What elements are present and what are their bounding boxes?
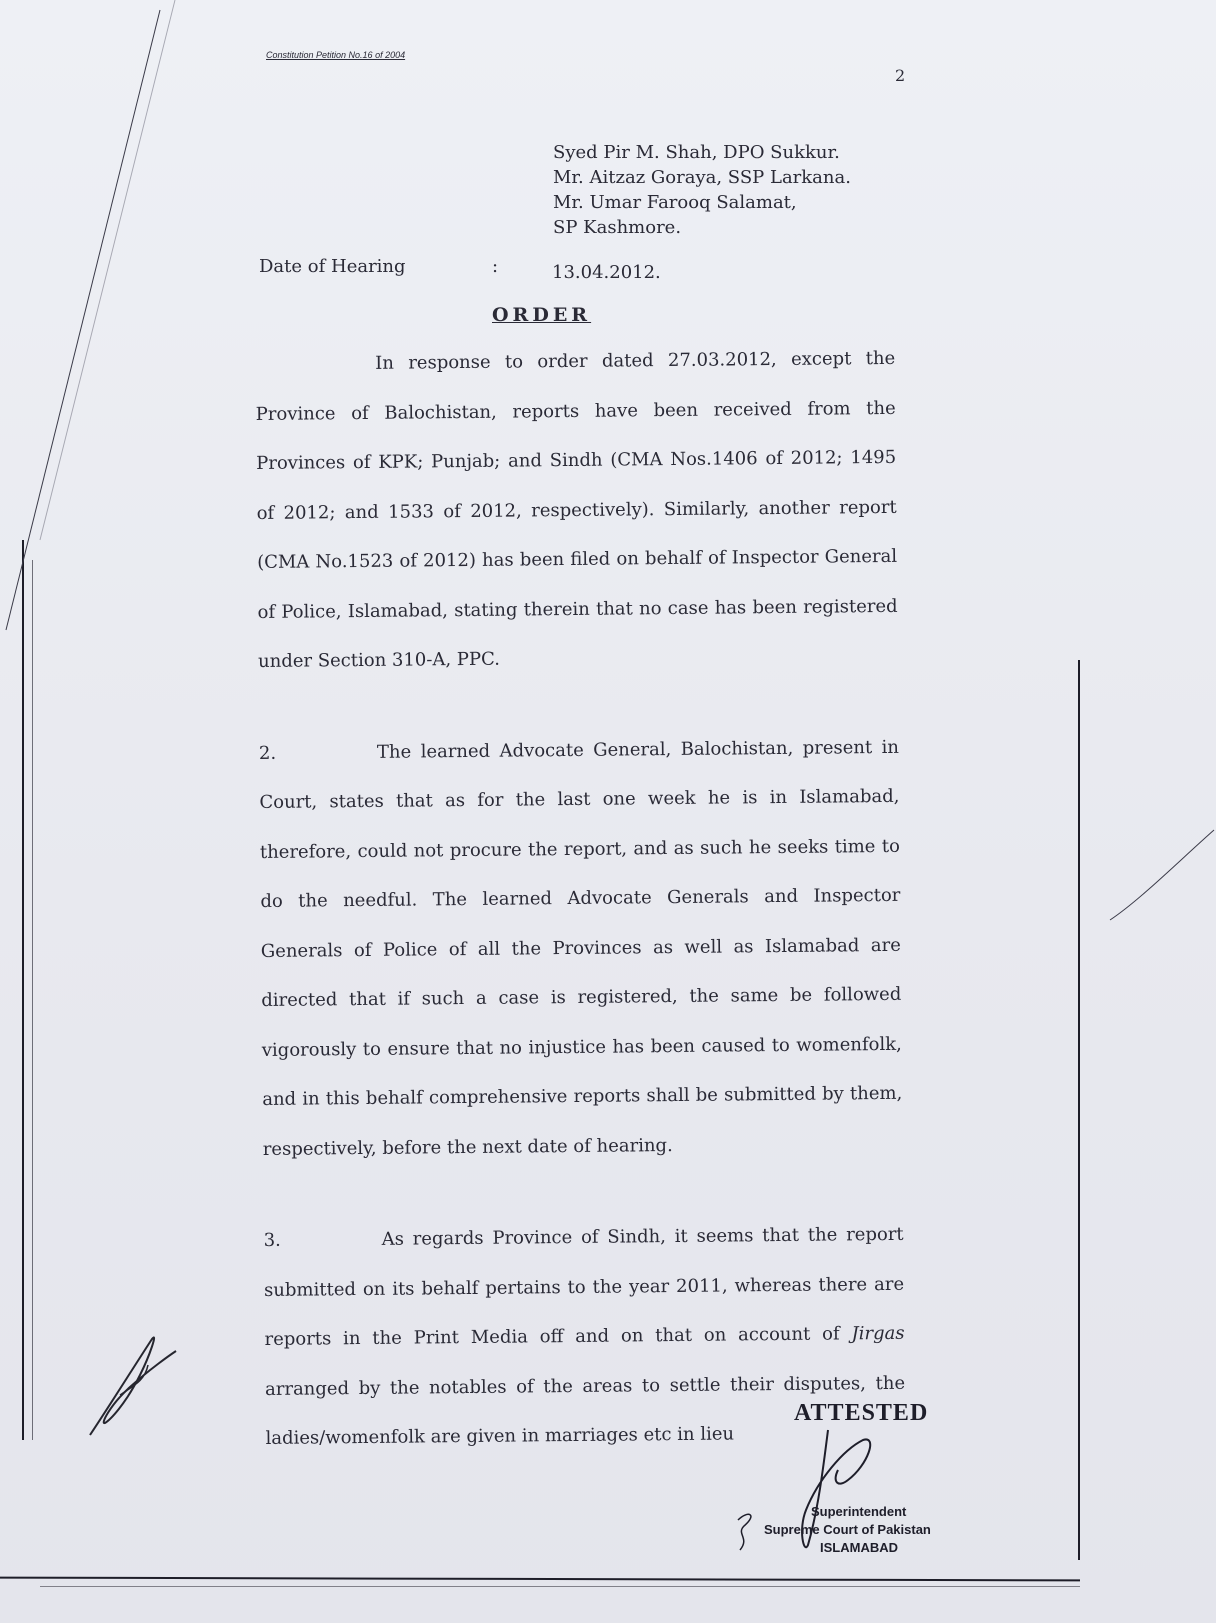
seal-city: ISLAMABAD [820,1540,898,1555]
seal-court: Supreme Court of Pakistan [764,1522,931,1537]
paragraph-number: 2. [258,742,277,764]
scan-edge-right [1078,660,1080,1560]
parties-list [553,140,851,240]
margin-initials [80,1325,180,1440]
paragraph-2-text: The learned Advocate General, Balochistan, present in Court, states that as for the last one week he is in Islamabad, therefore, could not procure the report, and as such he seeks time to do the needful. The learned Advocate Generals and Inspector Generals of Police of all the Provinces as well as Islamabad are directed that if such a case is registered, the same be followed vigorously to ensure that no injustice has been caused to womenfolk, and in this behalf comprehensive reports shall be submitted by them, respectively, before the next date of hearing. [259,736,903,1160]
attestation-signature [728,1410,938,1560]
hearing-date: 13.04.2012. [552,262,661,283]
party-line: Mr. Aitzaz Goraya, SSP Larkana. [553,167,851,188]
case-reference: Constitution Petition No.16 of 2004 [266,50,406,60]
scan-edge-bottom [0,1577,1080,1582]
attested-label: ATTESTED [794,1400,929,1426]
party-line: SP Kashmore. [553,217,682,238]
attestation-stamp [758,1400,998,1555]
page-number: 2 [895,66,906,85]
paragraph-3-italic: Jirgas [851,1322,905,1345]
order-body [255,334,906,1464]
paragraph-3-text-a: As regards Province of Sindh, it seems that the report submitted on its behalf pertains to the year 2011, whereas there are reports in the Print Media off and on that on account of [264,1223,905,1350]
hearing-separator: : [492,256,499,277]
paragraph-2 [259,722,903,1174]
order-title: ORDER [492,304,592,326]
paragraph-number: 3. [263,1229,281,1251]
party-line: Mr. Umar Farooq Salamat, [553,192,797,213]
seal-title: Superintendent [811,1504,907,1519]
scan-fold-mark [1100,820,1216,930]
scan-edge-bottom-inner [40,1586,1080,1587]
paragraph-1: In response to order dated 27.03.2012, except the Province of Balochistan, reports have been received from the Provinces of KPK; Punjab; and Sindh (CMA Nos.1406 of 2012; 1495 of 2012; and 1533 of 2012, respectively). Similarly, another report (CMA No.1523 of 2012) has been filed on behalf of Inspector General of Police, Islamabad, stating therein that no case has been registered under Section 310-A, PPC. [255,347,898,672]
scan-edge-diagonal [0,0,220,820]
paragraph-3-text-b: arranged by the notables of the areas to settle their disputes, the ladies/womenfolk are given in marriages etc in lieu [264,1372,906,1449]
hearing-label: Date of Hearing [259,256,406,277]
party-line: Syed Pir M. Shah, DPO Sukkur. [553,142,840,163]
